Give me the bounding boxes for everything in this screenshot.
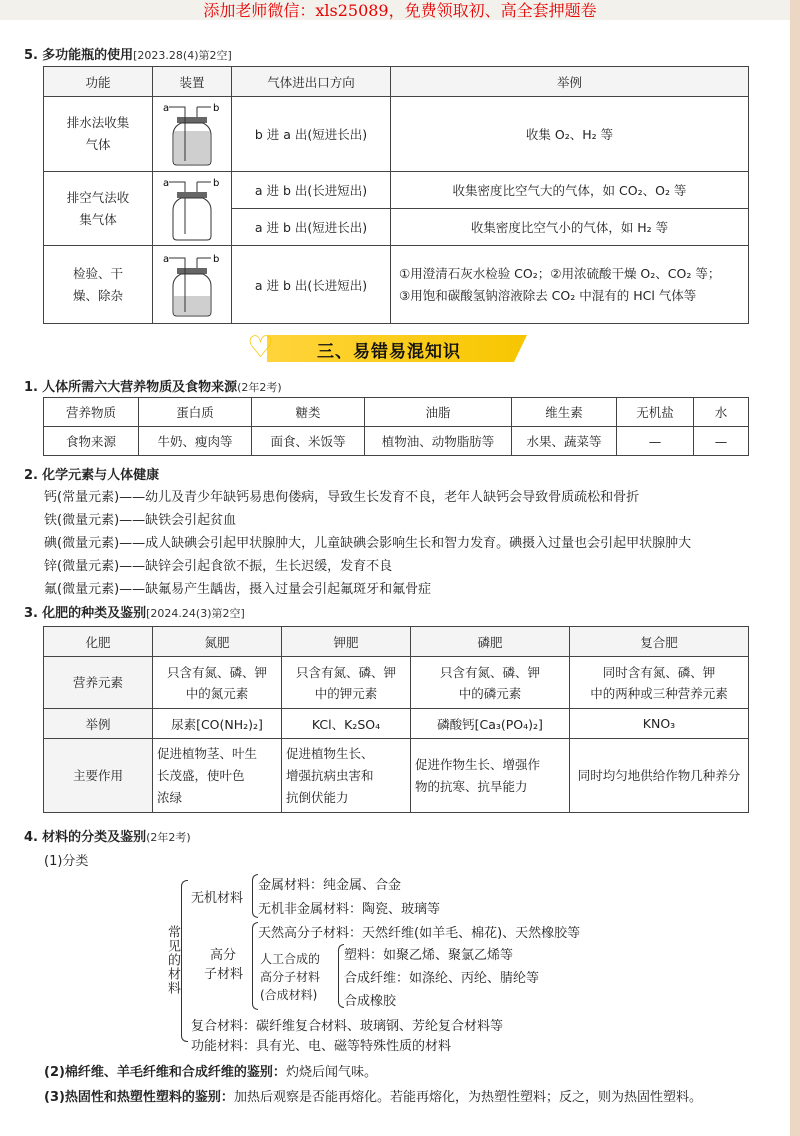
page-edge-bar — [790, 0, 800, 1136]
cell: 糖类 — [252, 398, 365, 427]
cell-example: 收集密度比空气大的气体，如 CO₂、O₂ 等 — [391, 172, 749, 209]
section-5-tag: [2023.28(4)第2空] — [133, 49, 232, 62]
cell: 水果、蔬菜等 — [512, 427, 617, 456]
brace-root — [181, 880, 188, 1042]
table-row — [44, 246, 749, 324]
bottle-water-icon — [153, 97, 232, 172]
tree-natural: 天然高分子材料：天然纤维(如羊毛、棉花)、天然橡胶等 — [258, 926, 581, 941]
section-4-heading: 4. 材料的分类及鉴别(2年2考) — [24, 830, 191, 845]
cell: 蛋白质 — [139, 398, 252, 427]
tree-polymer-b: 子材料 — [204, 967, 244, 982]
sub-heading-2: (2)棉纤维、羊毛纤维和合成纤维的鉴别：灼烧后闻气味。 — [44, 1065, 377, 1080]
cell-example: ①用澄清石灰水检验 CO₂；②用浓硫酸干燥 O₂、CO₂ 等； ③用饱和碳酸氢钠溶液除去 CO₂ 中混有的 HCl 气体等 — [391, 246, 749, 324]
row-header: 主要作用 — [44, 739, 153, 813]
cell-func: 排水法收集气体 — [44, 97, 153, 172]
element-line: 锌(微量元素)——缺锌会引起食欲不振，生长迟缓，发育不良 — [44, 559, 393, 574]
col-header-direction: 气体进出口方向 — [232, 67, 391, 97]
cell: 促进植物生长、 增强抗病虫害和 抗倒伏能力 — [282, 739, 411, 813]
col-header: 钾肥 — [282, 627, 411, 657]
label-a: a — [163, 103, 170, 114]
cell-example: 收集 O₂、H₂ 等 — [391, 97, 749, 172]
col-header: 化肥 — [44, 627, 153, 657]
element-line: 碘(微量元素)——成人缺碘会引起甲状腺肿大，儿童缺碘会影响生长和智力发育。碘摄入过量也会引起甲状腺肿大 — [44, 536, 692, 551]
svg-text:b: b — [213, 177, 220, 189]
col-header-example: 举例 — [391, 67, 749, 97]
col-header-func: 功能 — [44, 67, 153, 97]
svg-text:a: a — [163, 177, 170, 189]
cell-direction: a 进 b 出(长进短出) — [232, 246, 391, 324]
table-row — [44, 97, 749, 172]
label-b: b — [213, 103, 220, 114]
cell: 只含有氮、磷、钾 中的磷元素 — [411, 657, 570, 709]
element-line: 氟(微量元素)——缺氟易产生龋齿，摄入过量会引起氟斑牙和氟骨症 — [44, 582, 432, 597]
tree-plastic: 塑料：如聚乙烯、聚氯乙烯等 — [344, 948, 514, 963]
cell: 面食、米饭等 — [252, 427, 365, 456]
section-banner — [247, 327, 527, 369]
cell-direction: a 进 b 出(长进短出) — [232, 172, 391, 209]
section-5-num: 5. — [24, 48, 38, 63]
cell-direction: a 进 b 出(短进长出) — [232, 209, 391, 246]
cell: 无机盐 — [617, 398, 694, 427]
tree-metal: 金属材料：纯金属、合金 — [258, 878, 402, 893]
cell: — — [694, 427, 749, 456]
section-3-heading: 3. 化肥的种类及鉴别[2024.24(3)第2空] — [24, 606, 245, 621]
svg-text:b: b — [213, 253, 220, 265]
sub-heading-1: (1)分类 — [44, 854, 89, 869]
col-header: 复合肥 — [570, 627, 749, 657]
table-row — [44, 172, 749, 209]
tree-nonmetal: 无机非金属材料：陶瓷、玻璃等 — [258, 902, 441, 917]
cell: KNO₃ — [570, 709, 749, 739]
cell: 同时均匀地供给作物几种养分 — [570, 739, 749, 813]
cell: 尿素[CO(NH₂)₂] — [153, 709, 282, 739]
tree-inorganic: 无机材料 — [191, 891, 244, 906]
tree-synthetic-a: 人工合成的 — [260, 952, 321, 966]
section-1-title: 人体所需六大营养物质及食物来源 — [42, 380, 238, 395]
cell: 食物来源 — [44, 427, 139, 456]
nutrition-table — [43, 397, 749, 456]
banner-title: 三、易错易混知识 — [317, 342, 461, 362]
cell-direction: b 进 a 出(短进长出) — [232, 97, 391, 172]
cell-func: 排空气法收集气体 — [44, 172, 153, 246]
cell: KCl、K₂SO₄ — [282, 709, 411, 739]
section-5-title: 多功能瓶的使用 — [42, 48, 134, 63]
cell: 只含有氮、磷、钾 中的氮元素 — [153, 657, 282, 709]
col-header-device: 装置 — [153, 67, 232, 97]
cell: 只含有氮、磷、钾 中的钾元素 — [282, 657, 411, 709]
col-header: 氮肥 — [153, 627, 282, 657]
section-3-title: 化肥的种类及鉴别 — [42, 606, 147, 621]
section-2-heading: 2. 化学元素与人体健康 — [24, 468, 160, 483]
cell: — — [617, 427, 694, 456]
tree-functional: 功能材料：具有光、电、磁等特殊性质的材料 — [191, 1039, 452, 1054]
cell: 油脂 — [365, 398, 512, 427]
svg-text:a: a — [163, 253, 170, 265]
fertilizer-table — [43, 626, 749, 813]
tree-composite: 复合材料：碳纤维复合材料、玻璃钢、芳纶复合材料等 — [191, 1019, 504, 1034]
section-1-heading: 1. 人体所需六大营养物质及食物来源(2年2考) — [24, 380, 282, 395]
bottle-wash-icon — [153, 246, 232, 324]
tree-fiber: 合成纤维：如涤纶、丙纶、腈纶等 — [344, 971, 540, 986]
element-line: 钙(常量元素)——幼儿及青少年缺钙易患佝偻病，导致生长发育不良，老年人缺钙会导致骨质疏松和骨折 — [44, 490, 640, 505]
tree-synthetic-b: 高分子材料 — [260, 970, 321, 984]
watermark: 添加老师微信：xls25089，免费领取初、高全套押题卷 — [203, 1, 597, 20]
cell-func: 检验、干燥、除杂 — [44, 246, 153, 324]
section-4-title: 材料的分类及鉴别 — [42, 830, 147, 845]
col-header: 磷肥 — [411, 627, 570, 657]
element-line: 铁(微量元素)——缺铁会引起贫血 — [44, 513, 237, 528]
multifunction-bottle-table — [43, 66, 749, 324]
cell: 营养物质 — [44, 398, 139, 427]
section-2-title: 化学元素与人体健康 — [42, 468, 160, 483]
row-header: 举例 — [44, 709, 153, 739]
tree-rubber: 合成橡胶 — [344, 994, 397, 1009]
cell: 牛奶、瘦肉等 — [139, 427, 252, 456]
heart-icon: ♡ — [247, 330, 274, 365]
section-5-heading — [24, 44, 232, 63]
cell: 同时含有氮、磷、钾 中的两种或三种营养元素 — [570, 657, 749, 709]
tree-polymer-a: 高分 — [210, 948, 237, 963]
cell-example: 收集密度比空气小的气体，如 H₂ 等 — [391, 209, 749, 246]
cell: 维生素 — [512, 398, 617, 427]
bottle-air-icon — [153, 172, 232, 246]
cell: 水 — [694, 398, 749, 427]
sub-heading-3: (3)热固性和热塑性塑料的鉴别：加热后观察是否能再熔化。若能再熔化，为热塑性塑料；反之，则为热固性塑料。 — [44, 1090, 702, 1105]
cell: 促进作物生长、增强作 物的抗寒、抗旱能力 — [411, 739, 570, 813]
tree-root: 常见的材料 — [165, 925, 180, 995]
cell: 植物油、动物脂肪等 — [365, 427, 512, 456]
cell: 促进植物茎、叶生 长茂盛，使叶色 浓绿 — [153, 739, 282, 813]
tree-synthetic-c: (合成材料) — [260, 988, 318, 1002]
cell: 磷酸钙[Ca₃(PO₄)₂] — [411, 709, 570, 739]
row-header: 营养元素 — [44, 657, 153, 709]
